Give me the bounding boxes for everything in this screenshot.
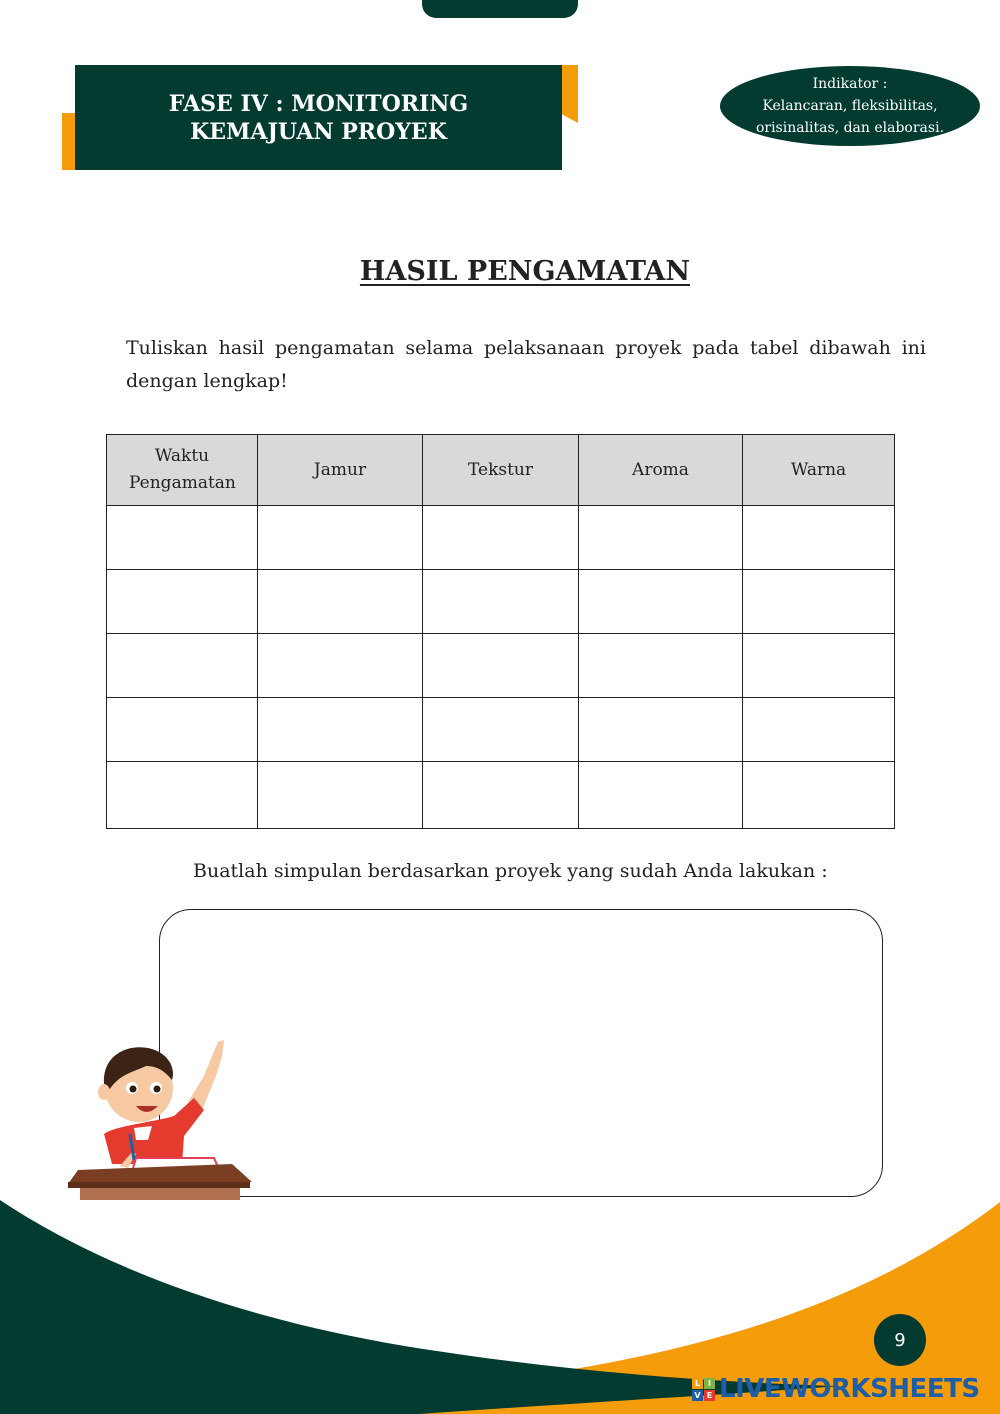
header-aroma: Aroma — [579, 435, 743, 506]
table-cell-input[interactable] — [423, 698, 579, 762]
liveworksheets-logo-icon: L I V E — [692, 1378, 715, 1401]
conclusion-answer-box[interactable] — [159, 909, 883, 1197]
table-header-row — [107, 435, 895, 506]
indicator-line2: orisinalitas, dan elaborasi. — [755, 120, 945, 136]
table-cell-input[interactable] — [579, 570, 743, 634]
table-cell-input[interactable] — [107, 570, 258, 634]
table-row — [107, 506, 895, 570]
table-cell-input[interactable] — [258, 506, 423, 570]
phase-banner — [75, 65, 562, 170]
table-cell-input[interactable] — [423, 570, 579, 634]
page-number-badge: 9 — [874, 1314, 926, 1366]
conclusion-prompt: Buatlah simpulan berdasarkan proyek yang sudah Anda lakukan : — [193, 860, 828, 882]
table-cell-input[interactable] — [107, 506, 258, 570]
observation-table — [106, 434, 895, 829]
table-row — [107, 762, 895, 829]
table-cell-input[interactable] — [258, 634, 423, 698]
table-row — [107, 698, 895, 762]
table-cell-input[interactable] — [743, 698, 895, 762]
table-cell-input[interactable] — [579, 698, 743, 762]
table-cell-input[interactable] — [743, 634, 895, 698]
table-cell-input[interactable] — [423, 762, 579, 829]
table-cell-input[interactable] — [743, 570, 895, 634]
phase-title-line1: FASE IV : MONITORING — [168, 90, 469, 117]
header-jamur: Jamur — [258, 435, 423, 506]
table-cell-input[interactable] — [579, 506, 743, 570]
phase-accent-left — [62, 113, 76, 170]
page-title: HASIL PENGAMATAN — [359, 256, 691, 287]
header-waktu-pengamatan: Waktu Pengamatan — [107, 435, 258, 506]
table-cell-input[interactable] — [258, 762, 423, 829]
header-tekstur: Tekstur — [423, 435, 579, 506]
table-cell-input[interactable] — [107, 762, 258, 829]
table-cell-input[interactable] — [107, 698, 258, 762]
phase-accent-right — [562, 65, 578, 123]
table-cell-input[interactable] — [743, 762, 895, 829]
table-cell-input[interactable] — [258, 698, 423, 762]
liveworksheets-wordmark: LIVEWORKSHEETS — [719, 1374, 980, 1404]
top-tab-decoration — [422, 0, 578, 18]
instruction-text: Tuliskan hasil pengamatan selama pelaksanaan proyek pada tabel dibawah ini dengan lengkap! — [126, 337, 926, 392]
table-cell-input[interactable] — [107, 634, 258, 698]
table-cell-input[interactable] — [579, 762, 743, 829]
table-cell-input[interactable] — [423, 634, 579, 698]
indicator-label: Indikator : — [812, 76, 888, 92]
indicator-line1: Kelancaran, fleksibilitas, — [762, 98, 938, 114]
table-cell-input[interactable] — [258, 570, 423, 634]
liveworksheets-logo[interactable] — [692, 1374, 980, 1404]
header-warna: Warna — [743, 435, 895, 506]
table-cell-input[interactable] — [743, 506, 895, 570]
phase-title-line2: KEMAJUAN PROYEK — [190, 118, 447, 145]
student-writing-illustration — [64, 1036, 252, 1200]
table-row — [107, 570, 895, 634]
table-cell-input[interactable] — [579, 634, 743, 698]
table-cell-input[interactable] — [423, 506, 579, 570]
indicator-badge — [720, 66, 980, 146]
table-row — [107, 634, 895, 698]
